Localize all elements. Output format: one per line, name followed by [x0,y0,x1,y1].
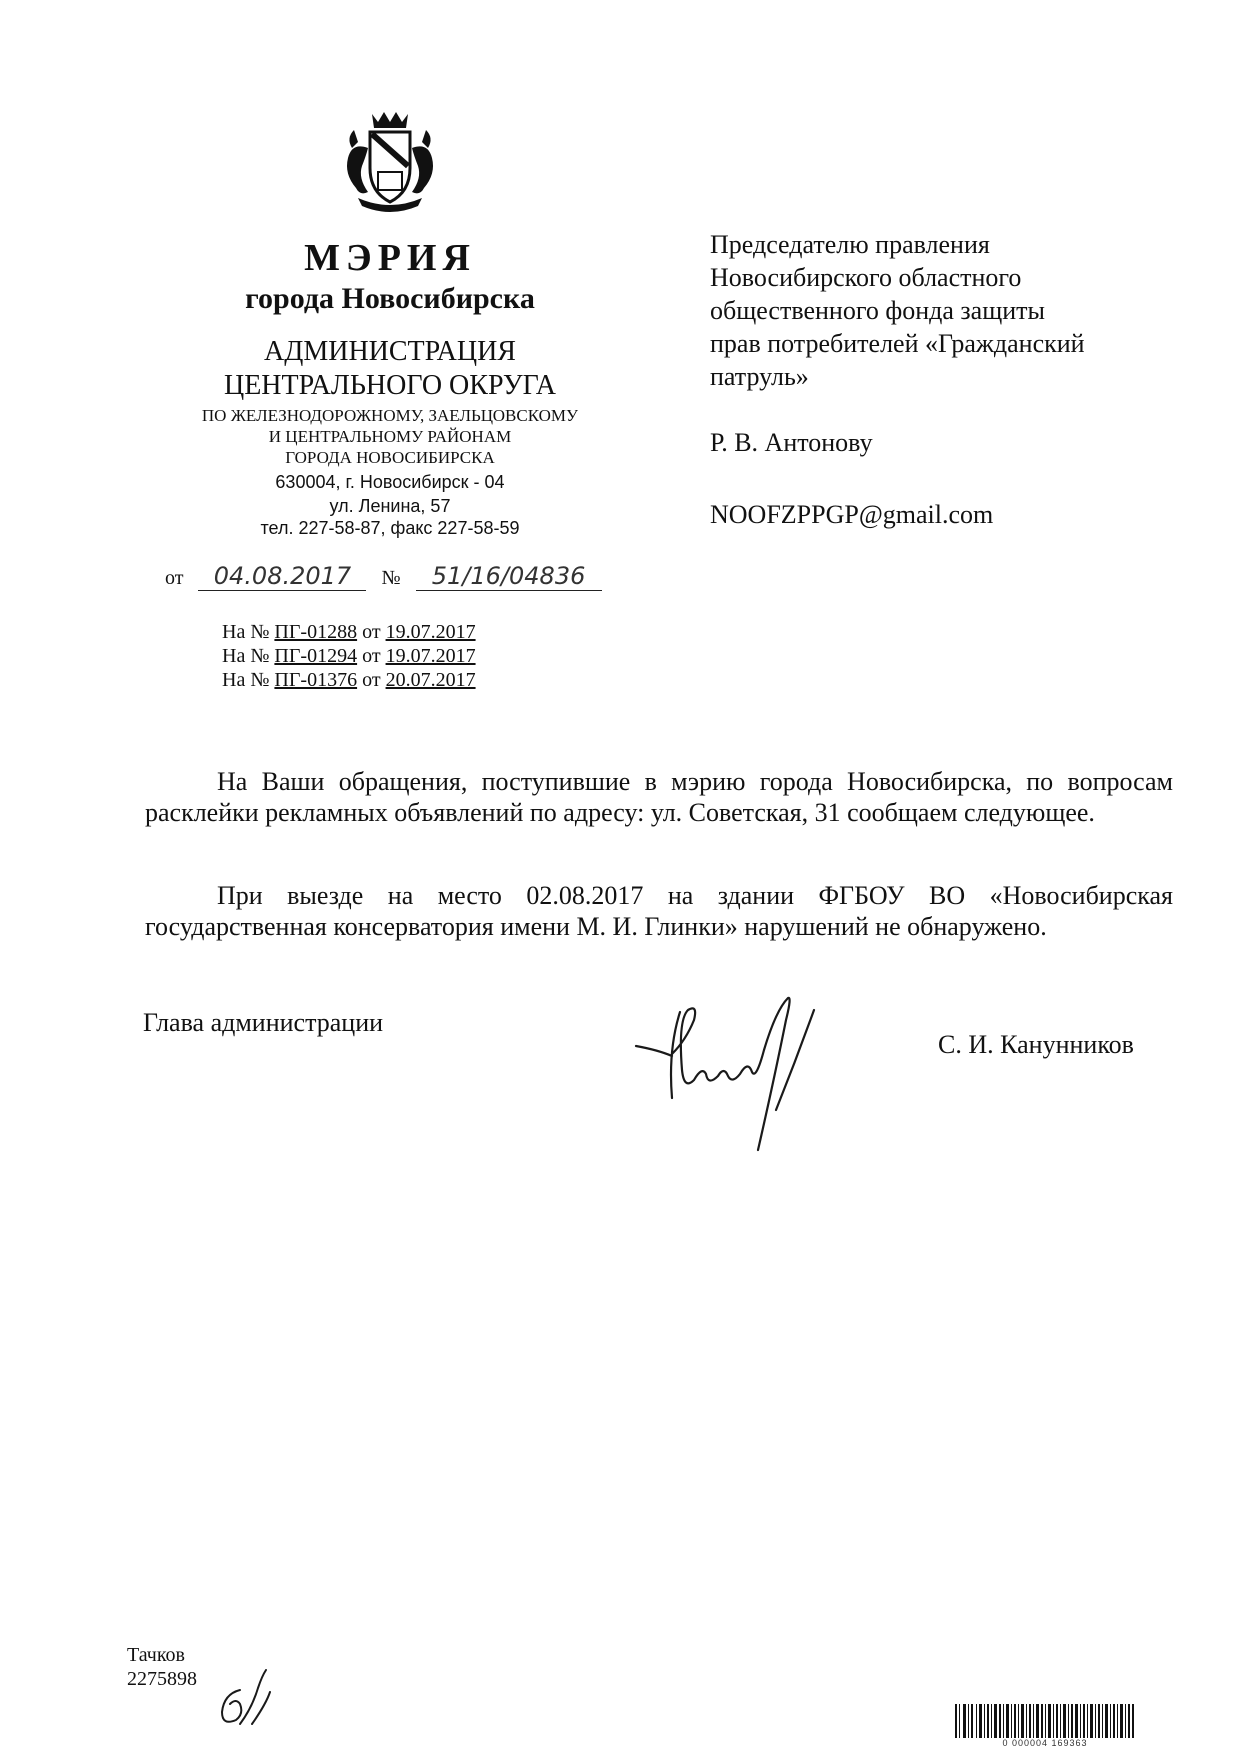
reference-number: ПГ-01294 [274,645,358,667]
executor-name: Тачков [127,1644,185,1666]
addressee-line: Председателю правления [710,230,990,259]
reference-date: 19.07.2017 [385,621,476,643]
outgoing-number: 51/16/04836 [416,562,602,591]
signatory-name: С. И. Канунников [938,1030,1134,1059]
address-line-2: ул. Ленина, 57 [329,496,451,516]
signatory-role: Глава администрации [143,1008,384,1037]
reference-prefix: На № [222,645,270,667]
barcode-digits: 0 000004 169363 [1002,1738,1088,1748]
outgoing-line [165,562,602,591]
reference-line [222,668,476,692]
recipient-name: Р. В. Антонову [710,428,873,457]
novosibirsk-coat-of-arms-icon [338,108,442,216]
addressee-line: патруль» [710,362,809,391]
outgoing-from-label: от [165,567,184,589]
addressee-line: прав потребителей «Гражданский [710,329,1085,358]
reference-from-label: от [362,669,381,691]
body-paragraph-1: На Ваши обращения, поступившие в мэрию города Новосибирска, по вопросам расклейки рекламных объявлений по адресу: ул. Советская, 31 сообщаем следующее. [145,767,1173,827]
admin-line-1: АДМИНИСТРАЦИЯ [264,336,516,367]
reference-from-label: от [362,621,381,643]
addressee-block [710,228,1190,393]
barcode-icon [955,1704,1135,1738]
address-line-1: 630004, г. Новосибирск - 04 [275,472,505,492]
reference-number: ПГ-01376 [274,669,358,691]
addressee-line: общественного фонда защиты [710,296,1045,325]
body-paragraph-2: При выезде на место 02.08.2017 на здании ФГБОУ ВО «Новосибирская государственная консерватория имени М. И. Глинки» нарушений не обнаружено. [145,881,1173,941]
org-title: МЭРИЯ [304,237,476,279]
address-line-3: тел. 227-58-87, факс 227-58-59 [260,518,520,538]
outgoing-number-label: № [381,567,401,589]
reference-date: 20.07.2017 [385,669,476,691]
executor-phone: 2275898 [127,1668,197,1690]
district-line-1: ПО ЖЕЛЕЗНОДОРОЖНОМУ, ЗАЕЛЬЦОВСКОМУ [201,406,579,425]
district-line-3: ГОРОДА НОВОСИБИРСКА [285,448,495,467]
reference-from-label: от [362,645,381,667]
reference-prefix: На № [222,621,270,643]
district-line-2: И ЦЕНТРАЛЬНОМУ РАЙОНАМ [268,427,512,446]
recipient-email: NOOFZPPGP@gmail.com [710,500,994,529]
reference-number: ПГ-01288 [274,621,358,643]
admin-line-2: ЦЕНТРАЛЬНОГО ОКРУГА [223,370,557,401]
reference-line [222,620,476,644]
reference-date: 19.07.2017 [385,645,476,667]
addressee-line: Новосибирского областного [710,263,1022,292]
org-city: города Новосибирска [245,282,535,315]
reference-line [222,644,476,668]
handwritten-signature-icon [628,980,868,1160]
reference-prefix: На № [222,669,270,691]
handwritten-initials-icon [210,1664,290,1744]
outgoing-date: 04.08.2017 [198,562,366,591]
